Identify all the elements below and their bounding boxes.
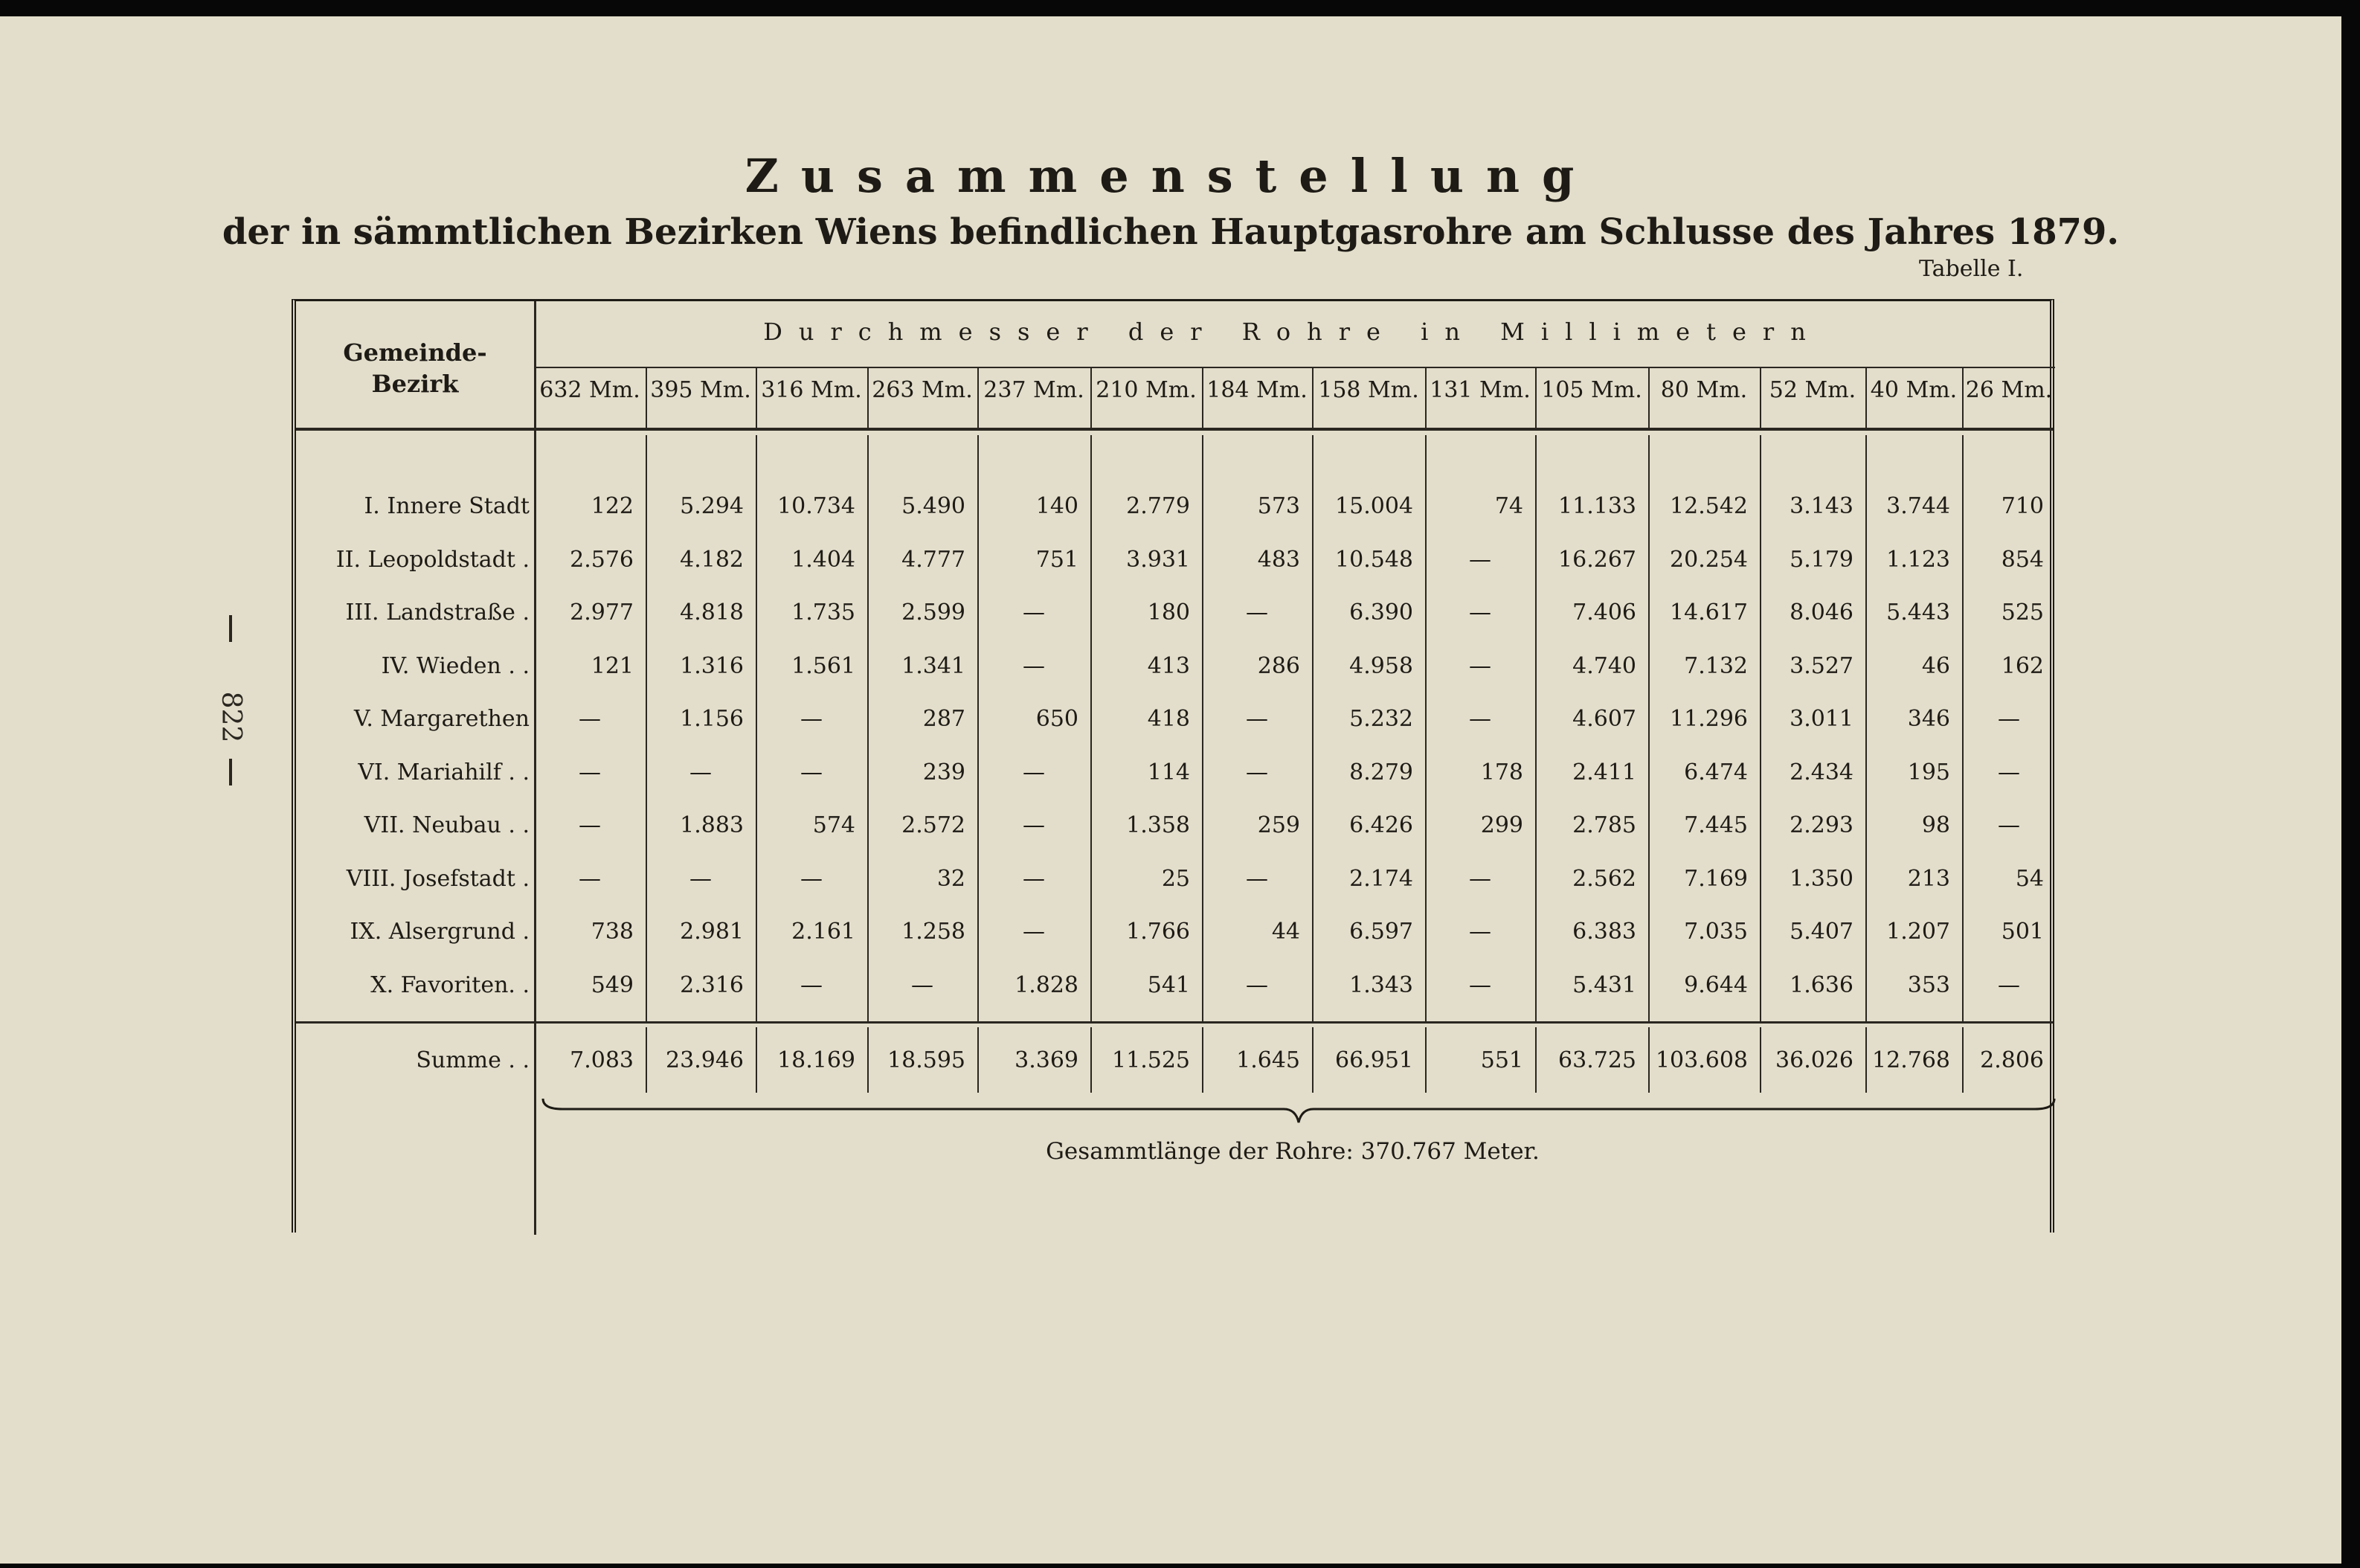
table-row-cell: 44 <box>1271 919 1300 945</box>
table-row-cell: 6.390 <box>1349 600 1413 626</box>
table-row-cell: — <box>1246 600 1268 626</box>
table-row-cell: 4.958 <box>1349 652 1413 679</box>
table-row-cell: 4.607 <box>1572 706 1636 732</box>
table-row-cell: 74 <box>1494 493 1523 519</box>
column-header: 237 Mm. <box>983 377 1084 403</box>
table-row-cell: 5.443 <box>1886 600 1950 626</box>
table-row-cell: 1.561 <box>791 652 855 679</box>
table-row-cell: 710 <box>2001 493 2044 519</box>
sum-row-label: Summe . . <box>416 1047 530 1073</box>
table-row-cell: — <box>1998 706 2020 732</box>
table-row-cell: 5.431 <box>1572 971 1636 998</box>
table-row-cell: 25 <box>1161 865 1190 892</box>
table-row-label: X. Favoriten. . <box>370 971 530 998</box>
table-row-cell: 2.576 <box>570 546 634 573</box>
table-row-cell: — <box>689 759 712 785</box>
table-row-label: VII. Neubau . . <box>364 812 530 838</box>
table-row-cell: 738 <box>591 919 634 945</box>
table-row-cell: 10.734 <box>777 493 855 519</box>
table-row-cell: — <box>1469 865 1491 892</box>
table-row-cell: 7.406 <box>1572 600 1636 626</box>
table-row-cell: 8.046 <box>1790 600 1853 626</box>
table-row-cell: 195 <box>1907 759 1950 785</box>
header-rule <box>296 428 2053 431</box>
brace-path <box>543 1099 2054 1122</box>
table-row-cell: — <box>1023 600 1045 626</box>
table-row-cell: 2.562 <box>1572 865 1636 892</box>
sum-row-cell: 66.951 <box>1335 1047 1413 1073</box>
table-row-cell: — <box>1023 759 1045 785</box>
table-row-cell: 2.161 <box>791 919 855 945</box>
table-row-cell: 140 <box>1035 493 1078 519</box>
table-row-cell: 6.383 <box>1572 919 1636 945</box>
table-row-cell: 1.828 <box>1015 971 1078 998</box>
page-number-dash-top <box>229 615 232 642</box>
table-row-cell: 1.636 <box>1790 971 1853 998</box>
table-row-cell: — <box>1246 865 1268 892</box>
table-row-cell: 2.785 <box>1572 812 1636 838</box>
table-row-cell: — <box>689 865 712 892</box>
table-row-cell: — <box>1469 919 1491 945</box>
table-row-cell: 2.174 <box>1349 865 1413 892</box>
table-row-label: VIII. Josefstadt . <box>346 865 530 892</box>
table-row-cell: 20.254 <box>1670 546 1748 573</box>
table-row-cell: 15.004 <box>1335 493 1413 519</box>
table-row-cell: 346 <box>1907 706 1950 732</box>
table-row-cell: 178 <box>1480 759 1523 785</box>
table-row-cell: 3.744 <box>1886 493 1950 519</box>
table-row-cell: 2.977 <box>570 600 634 626</box>
column-header: 40 Mm. <box>1870 377 1958 403</box>
table-row-cell: 5.179 <box>1790 546 1853 573</box>
table-row-cell: — <box>800 971 823 998</box>
table-row-cell: 162 <box>2001 652 2044 679</box>
table-row-cell: 98 <box>1921 812 1950 838</box>
column-header: 80 Mm. <box>1660 377 1748 403</box>
table-row-cell: 418 <box>1147 706 1190 732</box>
column-header: 316 Mm. <box>761 377 862 403</box>
total-brace <box>540 1097 2057 1127</box>
diameter-header: Durchmesser der Rohre in Millimetern <box>763 318 1822 346</box>
table-row-label: I. Innere Stadt <box>364 493 530 519</box>
sum-row-cell: 18.169 <box>777 1047 855 1073</box>
table-row-cell: — <box>1246 971 1268 998</box>
table-row-cell: 2.411 <box>1572 759 1636 785</box>
table-row-cell: 1.735 <box>791 600 855 626</box>
table-row-cell: — <box>1998 759 2020 785</box>
table-row-label: III. Landstraße . <box>345 600 530 626</box>
sum-row-cell: 551 <box>1480 1047 1523 1073</box>
table-row-cell: 1.358 <box>1126 812 1190 838</box>
table-row-cell: 6.426 <box>1349 812 1413 838</box>
sum-top-rule <box>296 1021 2053 1024</box>
document-page <box>0 16 2341 1564</box>
table-row-cell: 1.343 <box>1349 971 1413 998</box>
sum-row-cell: 23.946 <box>666 1047 744 1073</box>
sum-row-cell: 103.608 <box>1655 1047 1748 1073</box>
table-row-label: II. Leopoldstadt . <box>335 546 530 573</box>
table-row-cell: 751 <box>1035 546 1078 573</box>
table-row-cell: 1.766 <box>1126 919 1190 945</box>
table-row-cell: 259 <box>1257 812 1300 838</box>
sum-row-cell: 2.806 <box>1980 1047 2044 1073</box>
table-row-cell: 5.407 <box>1790 919 1853 945</box>
table-row-cell: 114 <box>1147 759 1190 785</box>
table-row-cell: 501 <box>2001 919 2044 945</box>
table-row-cell: — <box>1469 706 1491 732</box>
table-row-cell: 483 <box>1257 546 1300 573</box>
total-length-caption: Gesammtlänge der Rohre: 370.767 Meter. <box>1046 1138 1540 1165</box>
column-header: 131 Mm. <box>1430 377 1531 403</box>
column-header: 210 Mm. <box>1096 377 1197 403</box>
page-title: Zusammenstellung <box>745 149 1597 203</box>
table-row-cell: 4.740 <box>1572 652 1636 679</box>
table-row-cell: 1.123 <box>1886 546 1950 573</box>
column-header: 263 Mm. <box>872 377 973 403</box>
table-row-cell: — <box>1998 812 2020 838</box>
table-row-cell: 2.572 <box>901 812 965 838</box>
table-row-cell: 54 <box>2015 865 2044 892</box>
table-row-cell: 121 <box>591 652 634 679</box>
page-subtitle: der in sämmtlichen Bezirken Wiens befindlichen Hauptgasrohre am Schlusse des Jahres 1879. <box>222 211 2120 253</box>
table-row-cell: 5.232 <box>1349 706 1413 732</box>
column-header: 158 Mm. <box>1318 377 1419 403</box>
table-row-cell: 286 <box>1257 652 1300 679</box>
table-row-cell: 11.296 <box>1670 706 1748 732</box>
table-row-cell: 7.169 <box>1684 865 1748 892</box>
table-row-cell: 6.474 <box>1684 759 1748 785</box>
table-row-cell: — <box>1469 600 1491 626</box>
table-label: Tabelle I. <box>1919 256 2024 282</box>
table-row-cell: 1.156 <box>680 706 744 732</box>
table-row-cell: 1.341 <box>901 652 965 679</box>
table-row-cell: 122 <box>591 493 634 519</box>
sum-row-cell: 12.768 <box>1872 1047 1950 1073</box>
table-row-cell: — <box>800 865 823 892</box>
table-row-cell: — <box>579 812 601 838</box>
table-row-cell: 9.644 <box>1684 971 1748 998</box>
table-row-cell: 11.133 <box>1558 493 1636 519</box>
table-row-cell: 3.143 <box>1790 493 1853 519</box>
table-row-cell: 574 <box>812 812 855 838</box>
table-row-cell: 1.258 <box>901 919 965 945</box>
table-row-label: VI. Mariahilf . . <box>358 759 530 785</box>
table-row-cell: 1.316 <box>680 652 744 679</box>
table-row-cell: — <box>800 759 823 785</box>
column-header: 105 Mm. <box>1541 377 1642 403</box>
table-row-cell: — <box>1469 652 1491 679</box>
district-column-header <box>296 337 534 399</box>
table-row-cell: 3.931 <box>1126 546 1190 573</box>
column-header: 632 Mm. <box>539 377 640 403</box>
table-row-cell: 1.350 <box>1790 865 1853 892</box>
table-row-cell: 7.035 <box>1684 919 1748 945</box>
table-row-cell: 6.597 <box>1349 919 1413 945</box>
sum-row-cell: 63.725 <box>1558 1047 1636 1073</box>
district-header-line-2: Bezirk <box>371 370 459 398</box>
table-row-cell: — <box>579 759 601 785</box>
table-row-cell: 4.182 <box>680 546 744 573</box>
table-row-cell: 213 <box>1907 865 1950 892</box>
table-row-cell: — <box>1023 812 1045 838</box>
sum-row-cell: 36.026 <box>1775 1047 1853 1073</box>
table-row-cell: 3.011 <box>1790 706 1853 732</box>
table-row-cell: 8.279 <box>1349 759 1413 785</box>
sum-row-cell: 7.083 <box>570 1047 634 1073</box>
sum-row-cell: 11.525 <box>1112 1047 1190 1073</box>
column-header: 395 Mm. <box>650 377 751 403</box>
table-row-label: IV. Wieden . . <box>381 652 530 679</box>
gas-pipe-table <box>292 299 2054 1233</box>
table-row-cell: 7.445 <box>1684 812 1748 838</box>
table-row-cell: 16.267 <box>1558 546 1636 573</box>
column-header: 26 Mm. <box>1965 377 2053 403</box>
table-row-cell: 10.548 <box>1335 546 1413 573</box>
sum-row-cell: 3.369 <box>1015 1047 1078 1073</box>
district-header-line-1: Gemeinde- <box>343 338 487 367</box>
table-row-cell: — <box>1023 652 1045 679</box>
table-row-cell: 1.207 <box>1886 919 1950 945</box>
table-row-cell: 7.132 <box>1684 652 1748 679</box>
table-row-cell: 4.818 <box>680 600 744 626</box>
table-row-cell: 46 <box>1921 652 1950 679</box>
table-row-cell: 3.527 <box>1790 652 1853 679</box>
table-row-cell: — <box>579 865 601 892</box>
table-row-cell: 14.617 <box>1670 600 1748 626</box>
table-row-cell: 299 <box>1480 812 1523 838</box>
table-row-cell: 525 <box>2001 600 2044 626</box>
table-row-cell: 2.981 <box>680 919 744 945</box>
page-number: 822 <box>216 691 246 743</box>
table-row-cell: — <box>1246 706 1268 732</box>
table-row-cell: 854 <box>2001 546 2044 573</box>
table-row-cell: — <box>1023 865 1045 892</box>
table-row-cell: 2.434 <box>1790 759 1853 785</box>
table-row-cell: 2.599 <box>901 600 965 626</box>
table-row-cell: 5.294 <box>680 493 744 519</box>
column-header: 184 Mm. <box>1206 377 1308 403</box>
table-row-cell: 2.316 <box>680 971 744 998</box>
table-row-cell: 239 <box>922 759 965 785</box>
diameter-title-rule <box>534 367 2055 368</box>
table-row-cell: 573 <box>1257 493 1300 519</box>
sum-row-cell: 18.595 <box>887 1047 965 1073</box>
table-row-cell: 1.883 <box>680 812 744 838</box>
sum-row-cell: 1.645 <box>1236 1047 1300 1073</box>
page-number-dash-bottom <box>229 759 232 785</box>
table-row-cell: 180 <box>1147 600 1190 626</box>
table-row-cell: — <box>911 971 933 998</box>
column-header: 52 Mm. <box>1769 377 1856 403</box>
table-row-cell: 549 <box>591 971 634 998</box>
table-row-cell: 353 <box>1907 971 1950 998</box>
table-row-label: IX. Alsergrund . <box>350 919 530 945</box>
table-row-cell: 541 <box>1147 971 1190 998</box>
table-row-cell: — <box>1469 546 1491 573</box>
table-row-cell: 413 <box>1147 652 1190 679</box>
table-row-cell: 287 <box>922 706 965 732</box>
table-row-cell: — <box>1023 919 1045 945</box>
table-row-cell: — <box>579 706 601 732</box>
table-row-cell: — <box>1998 971 2020 998</box>
table-row-cell: 5.490 <box>901 493 965 519</box>
table-row-cell: 2.293 <box>1790 812 1853 838</box>
table-row-cell: 650 <box>1035 706 1078 732</box>
table-row-cell: 2.779 <box>1126 493 1190 519</box>
table-row-cell: 32 <box>936 865 965 892</box>
table-row-cell: — <box>1246 759 1268 785</box>
table-row-cell: 4.777 <box>901 546 965 573</box>
table-row-cell: — <box>800 706 823 732</box>
table-row-cell: 1.404 <box>791 546 855 573</box>
table-row-cell: — <box>1469 971 1491 998</box>
table-row-cell: 12.542 <box>1670 493 1748 519</box>
table-row-label: V. Margarethen <box>353 706 530 732</box>
